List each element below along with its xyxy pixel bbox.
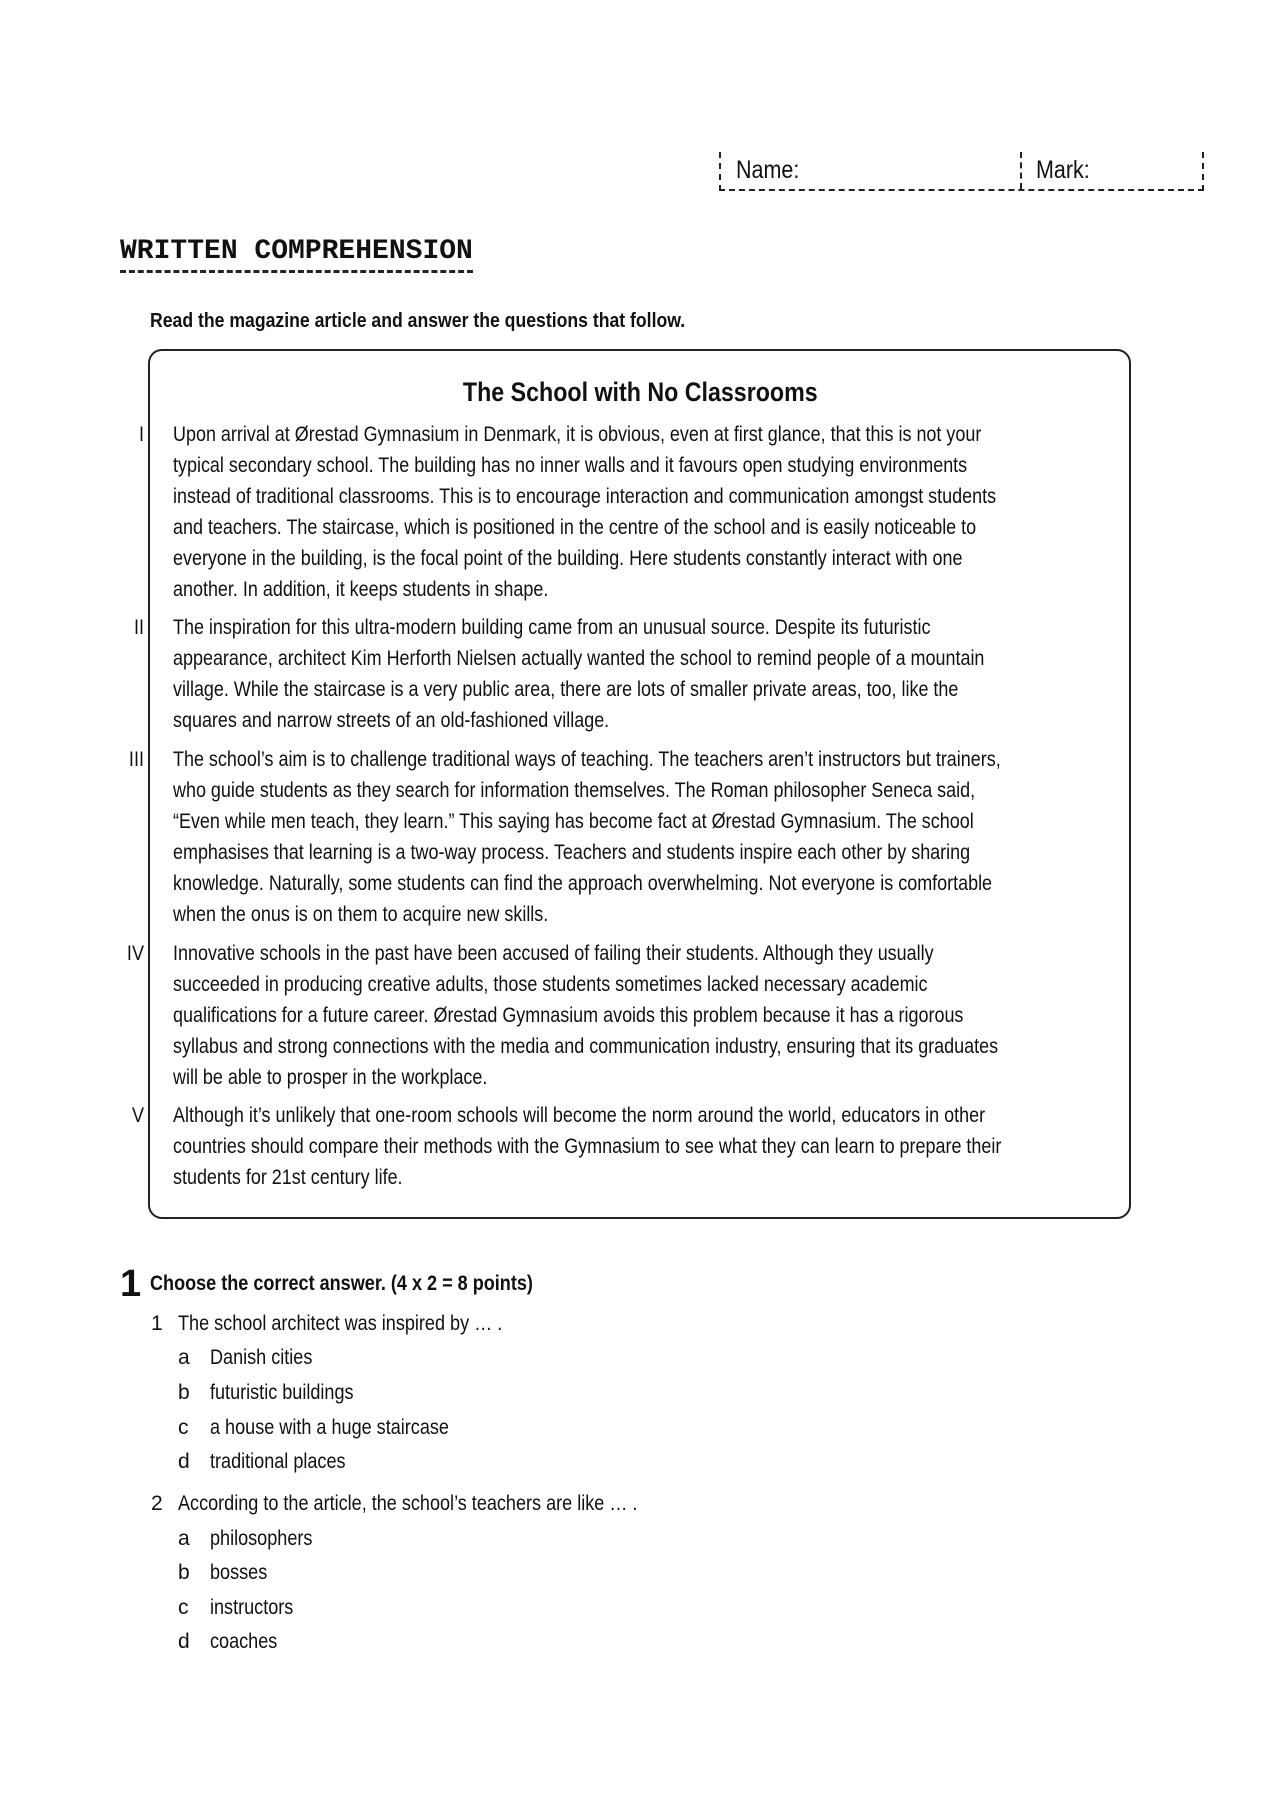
option-letter: a [178,1527,190,1550]
option-text: philosophers [210,1527,313,1550]
paragraph-line: and teachers. The staircase, which is positioned in the centre of the school and is easily noticeable to [173,516,977,539]
paragraph-numeral: V [131,1104,144,1127]
paragraph-line: succeeded in producing creative adults, those students sometimes lacked necessary academic [173,973,928,996]
question-number: 2 [151,1492,163,1515]
paragraph-line: typical secondary school. The building has no inner walls and it favours open studying environments [173,454,968,477]
paragraph-line: will be able to prosper in the workplace. [173,1066,488,1089]
paragraph-line: students for 21st century life. [173,1166,403,1189]
paragraph-line: The school’s aim is to challenge traditional ways of teaching. The teachers aren’t instructors but trainers, [173,748,1001,771]
paragraph-numeral: I [138,423,144,446]
paragraph-line: Upon arrival at Ørestad Gymnasium in Denmark, it is obvious, even at first glance, that this is not your [173,423,982,446]
paragraph-line: squares and narrow streets of an old-fashioned village. [173,709,610,732]
paragraph-line: Although it’s unlikely that one-room schools will become the norm around the world, educators in other [173,1104,986,1127]
paragraph-line: instead of traditional classrooms. This is to encourage interaction and communication amongst students [173,485,997,508]
section-title: WRITTEN COMPREHENSION [120,236,473,273]
name-mark-divider [1020,152,1022,189]
option-text: bosses [210,1561,268,1584]
question-number: 1 [151,1312,163,1335]
paragraph-line: “Even while men teach, they learn.” This saying has become fact at Ørestad Gymnasium. The school [173,810,974,833]
paragraph-line: who guide students as they search for information themselves. The Roman philosopher Seneca said, [173,779,976,802]
option-letter: d [178,1630,190,1653]
paragraph-numeral: III [128,748,144,771]
option-letter: b [178,1381,190,1404]
paragraph-line: qualifications for a future career. Ørestad Gymnasium avoids this problem because it has a rigorous [173,1004,964,1027]
paragraph-line: appearance, architect Kim Herforth Nielsen actually wanted the school to remind people of a mountain [173,647,985,670]
exercise-title: Choose the correct answer. (4 x 2 = 8 points) [150,1272,533,1295]
paragraph-line: when the onus is on them to acquire new skills. [173,903,549,926]
option-letter: b [178,1561,190,1584]
option-letter: c [178,1416,189,1439]
paragraph-line: village. While the staircase is a very public area, there are lots of smaller private areas, too, like the [173,678,959,701]
paragraph-line: syllabus and strong connections with the media and communication industry, ensuring that its graduates [173,1035,999,1058]
name-mark-box [719,152,1204,191]
name-field-label: Name: [736,156,800,184]
paragraph-line: The inspiration for this ultra-modern building came from an unusual source. Despite its futuristic [173,616,931,639]
article-title-text: The School with No Classrooms [462,377,818,407]
article-title [0,377,1280,408]
option-text: a house with a huge staircase [210,1416,449,1439]
paragraph-line: countries should compare their methods with the Gymnasium to see what they can learn to prepare their [173,1135,1002,1158]
paragraph-line: knowledge. Naturally, some students can find the approach overwhelming. Not everyone is comfortable [173,872,993,895]
instruction-text: Read the magazine article and answer the questions that follow. [150,309,686,332]
option-letter: c [178,1596,189,1619]
question-text: The school architect was inspired by … . [178,1312,503,1335]
paragraph-line: another. In addition, it keeps students in shape. [173,578,549,601]
paragraph-line: Innovative schools in the past have been accused of failing their students. Although they usually [173,942,934,965]
option-letter: a [178,1346,190,1369]
option-text: traditional places [210,1450,346,1473]
paragraph-numeral: IV [126,942,144,965]
option-text: futuristic buildings [210,1381,354,1404]
exercise-number: 1 [120,1263,142,1305]
paragraph-numeral: II [133,616,144,639]
option-text: Danish cities [210,1346,313,1369]
mark-field-label: Mark: [1036,156,1090,184]
paragraph-line: emphasises that learning is a two-way process. Teachers and students inspire each other by sharing [173,841,971,864]
option-text: instructors [210,1596,294,1619]
question-text: According to the article, the school’s teachers are like … . [178,1492,638,1515]
option-text: coaches [210,1630,278,1653]
option-letter: d [178,1450,190,1473]
paragraph-line: everyone in the building, is the focal point of the building. Here students constantly interact with one [173,547,963,570]
